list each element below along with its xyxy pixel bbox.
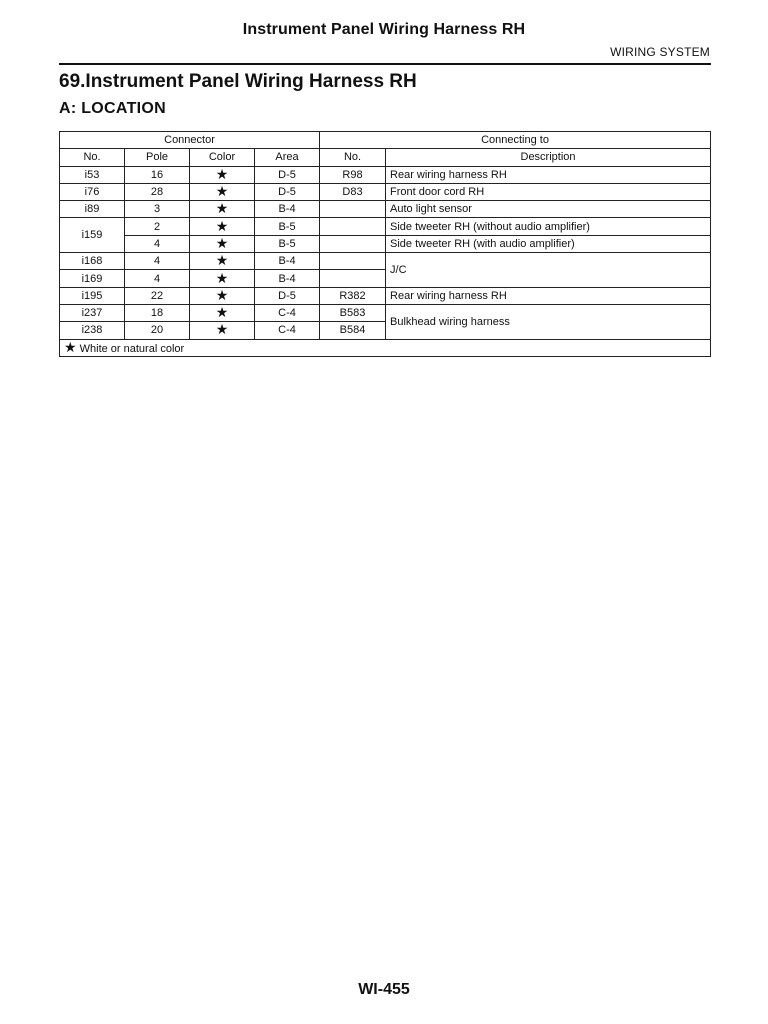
cell-connecting-no — [320, 270, 386, 287]
cell-color — [190, 166, 255, 183]
star-icon: ★ — [215, 200, 229, 217]
cell-description: Side tweeter RH (with audio amplifier) — [386, 235, 711, 252]
star-icon: ★ — [215, 235, 229, 251]
star-icon: ★ — [215, 252, 229, 269]
cell-connecting-no — [320, 201, 386, 218]
document-title: 69.Instrument Panel Wiring Harness RH — [59, 71, 417, 92]
cell-pole: 2 — [125, 218, 190, 235]
table-row — [60, 253, 711, 270]
cell-area: B-4 — [255, 253, 320, 270]
cell-color — [190, 287, 255, 304]
page-header-title: Instrument Panel Wiring Harness RH — [242, 21, 526, 38]
cell-no: i53 — [60, 166, 125, 183]
section-label: WIRING SYSTEM — [610, 45, 710, 59]
star-icon: ★ — [215, 269, 229, 286]
column-header-row — [60, 149, 711, 166]
cell-no: i168 — [60, 253, 125, 270]
star-icon: ★ — [215, 166, 229, 182]
cell-area: C-4 — [255, 322, 320, 339]
cell-connecting-no: B583 — [320, 304, 386, 321]
cell-area: C-4 — [255, 304, 320, 321]
table-note-row — [60, 339, 711, 356]
table-row — [60, 166, 711, 183]
cell-color — [190, 183, 255, 200]
table-row — [60, 287, 711, 304]
cell-connecting-no — [320, 218, 386, 235]
cell-no: i159 — [60, 218, 125, 253]
column-header-description: Description — [386, 149, 711, 166]
cell-color — [190, 253, 255, 270]
page-number: WI-455 — [358, 981, 410, 998]
cell-pole: 16 — [125, 166, 190, 183]
cell-pole: 20 — [125, 322, 190, 339]
cell-color — [190, 235, 255, 252]
column-header-pole: Pole — [125, 149, 190, 166]
star-icon: ★ — [215, 304, 229, 321]
cell-area: B-4 — [255, 270, 320, 287]
star-icon: ★ — [215, 217, 229, 234]
cell-connecting-no: R98 — [320, 166, 386, 183]
cell-color — [190, 270, 255, 287]
group-header-connector: Connector — [60, 132, 320, 149]
cell-no: i76 — [60, 183, 125, 200]
cell-color — [190, 201, 255, 218]
cell-connecting-no: D83 — [320, 183, 386, 200]
cell-description: Front door cord RH — [386, 183, 711, 200]
cell-no: i237 — [60, 304, 125, 321]
table-row — [60, 218, 711, 235]
column-header-area: Area — [255, 149, 320, 166]
cell-no: i169 — [60, 270, 125, 287]
cell-pole: 3 — [125, 201, 190, 218]
cell-no: i195 — [60, 287, 125, 304]
star-icon: ★ — [215, 287, 229, 303]
cell-connecting-no — [320, 253, 386, 270]
star-icon: ★ — [215, 321, 229, 338]
cell-description: J/C — [386, 253, 711, 288]
star-icon: ★ — [215, 183, 229, 200]
cell-connecting-no: B584 — [320, 322, 386, 339]
cell-description: Side tweeter RH (without audio amplifier) — [386, 218, 711, 235]
group-header-connecting-to: Connecting to — [320, 132, 711, 149]
cell-connecting-no: R382 — [320, 287, 386, 304]
column-header-connecting-no: No. — [320, 149, 386, 166]
cell-area: D-5 — [255, 183, 320, 200]
star-icon: ★ — [64, 339, 77, 355]
table-note — [60, 339, 711, 356]
column-header-no: No. — [60, 149, 125, 166]
cell-connecting-no — [320, 235, 386, 252]
cell-description: Auto light sensor — [386, 201, 711, 218]
cell-pole: 4 — [125, 270, 190, 287]
cell-pole: 4 — [125, 235, 190, 252]
table-row — [60, 183, 711, 200]
header-rule — [59, 63, 711, 65]
cell-area: D-5 — [255, 166, 320, 183]
cell-area: B-4 — [255, 201, 320, 218]
cell-area: B-5 — [255, 235, 320, 252]
cell-no: i238 — [60, 322, 125, 339]
table-row — [60, 235, 711, 252]
table-note-text: White or natural color — [79, 342, 185, 355]
cell-color — [190, 218, 255, 235]
column-header-color: Color — [190, 149, 255, 166]
cell-pole: 22 — [125, 287, 190, 304]
connector-table — [59, 131, 711, 357]
cell-color — [190, 304, 255, 321]
cell-pole: 28 — [125, 183, 190, 200]
table-row — [60, 304, 711, 321]
cell-no: i89 — [60, 201, 125, 218]
location-subtitle: A: LOCATION — [59, 100, 166, 117]
table-row — [60, 201, 711, 218]
cell-description: Bulkhead wiring harness — [386, 304, 711, 339]
group-header-row — [60, 132, 711, 149]
cell-area: B-5 — [255, 218, 320, 235]
cell-description: Rear wiring harness RH — [386, 166, 711, 183]
cell-pole: 18 — [125, 304, 190, 321]
cell-area: D-5 — [255, 287, 320, 304]
cell-description: Rear wiring harness RH — [386, 287, 711, 304]
cell-pole: 4 — [125, 253, 190, 270]
cell-color — [190, 322, 255, 339]
